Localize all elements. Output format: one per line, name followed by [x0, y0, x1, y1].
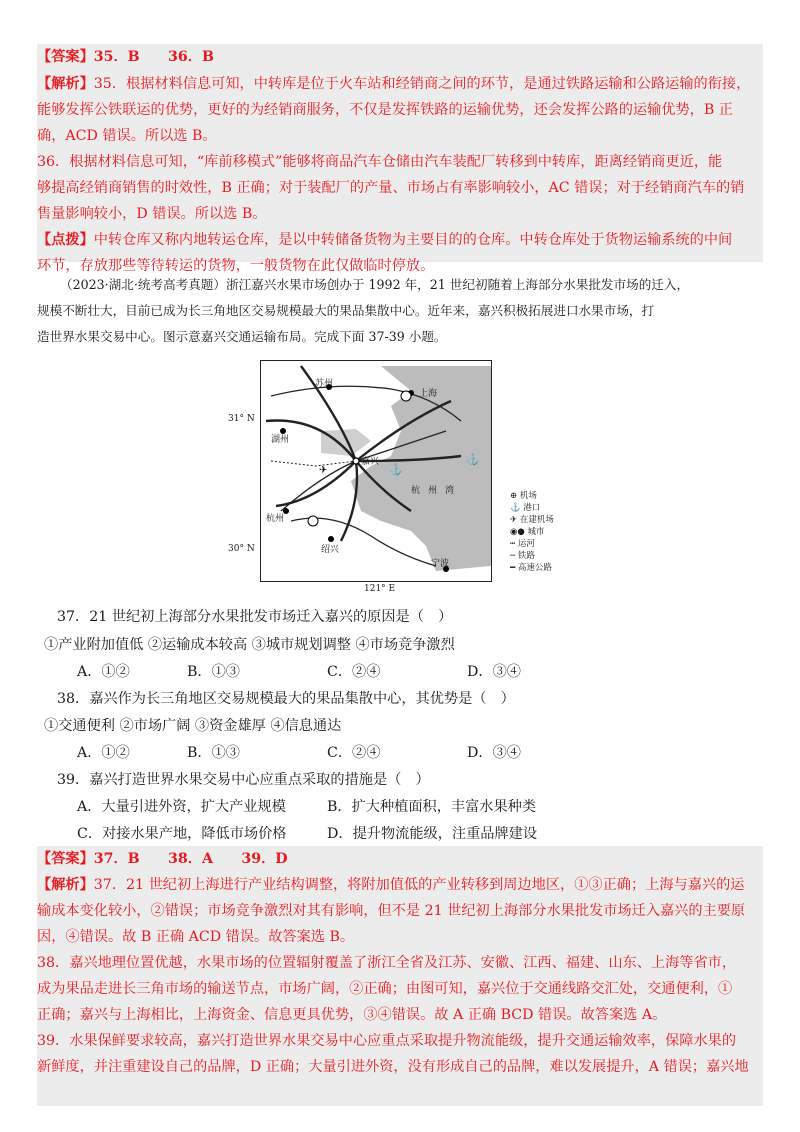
- city-dot-huzhou: [280, 428, 286, 434]
- analysis-38-line2: 成为果品走进长三角市场的输送节点，市场广阔，②正确；由图可知，嘉兴位于交通线路交汇处，交通便利，①: [37, 981, 733, 997]
- analysis-38-line3: 正确；嘉兴与上海相比，上海资金、信息更具优势，③④错误。故 A 正确 BCD 错误。故答案选 A。: [37, 1007, 667, 1023]
- q37-stem: 37．21 世纪初上海部分水果批发市场迁入嘉兴的原因是（ ）: [57, 609, 453, 625]
- map-drawing: [261, 361, 491, 581]
- q39-option-b[interactable]: B．扩大种植面积，丰富水果种类: [327, 799, 537, 815]
- analysis-39-line2: 新鲜度，并注重建设自己的品牌，D 正确；大量引进外资，没有形成自己的品牌，难以发展提升，A 错误；嘉兴地: [37, 1059, 749, 1075]
- q37-items: ①产业附加值低 ②运输成本较高 ③城市规划调整 ④市场竞争激烈: [44, 637, 455, 653]
- map-label-shanghai: 上海: [419, 389, 438, 399]
- analysis-37-line2: 输成本变化较小，②错误；市场竞争激烈对其有影响，但不是 21 世纪初上海部分水果批发市场迁入嘉兴的主要原: [37, 903, 746, 919]
- q38-option-c[interactable]: C．②④: [327, 745, 381, 761]
- analysis-37-line1: 【解析】37．21 世纪初上海进行产业结构调整，将附加值低的产业转移到周边地区，①③正确；上海与嘉兴的运: [37, 877, 745, 893]
- analysis-35-line2: 能够发挥公铁联运的优势，更好的为经销商服务，不仅是发挥铁路的运输优势，还会发挥公路的运输优势，B 正: [37, 102, 733, 118]
- legend-railway: ─ 铁路: [510, 551, 535, 561]
- map-legend: [510, 490, 554, 574]
- map-lat-30: 30° N: [228, 544, 255, 554]
- lake-area: [321, 429, 371, 456]
- legend-highway: ━ 高速公路: [510, 563, 552, 573]
- map-label-suzhou: 苏州: [315, 379, 334, 389]
- q38-items: ①交通便利 ②市场广阔 ③资金雄厚 ④信息通达: [44, 718, 342, 734]
- legend-canal: ┅ 运河: [510, 539, 535, 549]
- airport-icon: [401, 391, 411, 401]
- map-label-huzhou: 湖州: [271, 435, 290, 445]
- airport-icon: [308, 516, 318, 526]
- analysis-35-line3: 确，ACD 错误。所以选 B。: [37, 128, 217, 144]
- section-tag: 【解析】: [37, 76, 94, 92]
- city-dot-jiaxing: [353, 458, 359, 464]
- canal-line: [271, 461, 356, 466]
- analysis-39-line1: 39．水果保鲜要求较高，嘉兴打造世界水果交易中心应重点采取提升物流能级，提升交通运输效率，保障水果的: [37, 1033, 737, 1049]
- q38-option-b[interactable]: B．①③: [187, 745, 240, 761]
- legend-port: ⚓ 港口: [510, 503, 541, 513]
- port-icon: ⚓: [389, 463, 403, 476]
- intro-line3: 造世界水果交易中心。图示意嘉兴交通运输布局。完成下面 37-39 小题。: [37, 329, 447, 344]
- q37-option-c[interactable]: C．②④: [327, 664, 381, 680]
- analysis-35-line1: 【解析】35．根据材料信息可知，中转库是位于火车站和经销商之间的环节，是通过铁路运输和公路运输的衔接，: [37, 76, 751, 92]
- analysis-36-line1: 36．根据材料信息可知，“库前移模式”能够将商品汽车仓储由汽车装配厂转移到中转库，距离经销商更近，能: [37, 154, 723, 170]
- map-label-hangzhou: 杭州: [266, 514, 285, 524]
- map-label-jiaxing: 嘉兴: [361, 457, 380, 467]
- q39-stem: 39．嘉兴打造世界水果交易中心应重点采取的措施是（ ）: [57, 772, 430, 788]
- legend-city: ◉● 城市: [510, 527, 545, 537]
- q39-option-c[interactable]: C．对接水果产地，降低市场价格: [77, 826, 287, 842]
- answer-37-39: 【答案】37．B 38．A 39．D: [37, 851, 288, 867]
- city-dot-shaoxing: [328, 536, 334, 542]
- port-icon: ⚓: [466, 453, 480, 466]
- map-label-ningbo: 宁波: [431, 559, 450, 569]
- analysis-36-line3: 售量影响较小，D 错误。所以选 B。: [37, 206, 267, 222]
- legend-building-airport: ✈ 在建机场: [510, 515, 554, 525]
- legend-airport: ⊕ 机场: [510, 491, 537, 501]
- map-label-shaoxing: 绍兴: [321, 545, 340, 555]
- q38-option-d[interactable]: D．③④: [467, 745, 521, 761]
- building-airport-icon: ✈: [319, 465, 328, 476]
- section-tag: 【解析】: [37, 877, 94, 893]
- q38-option-a[interactable]: A．①②: [77, 745, 130, 761]
- analysis-38-line1: 38．嘉兴地理位置优越，水果市场的位置辐射覆盖了浙江全省及江苏、安徽、江西、福建、山东、上海等省市，: [37, 955, 737, 971]
- intro-line2: 规模不断壮大，目前已成为长三角地区交易规模最大的果品集散中心。近年来，嘉兴积极拓展进口水果市场，打: [37, 303, 655, 318]
- section-tag: 【点拨】: [37, 232, 94, 248]
- analysis-36-line2: 够提高经销商销售的时效性，B 正确；对于装配厂的产量、市场占有率影响较小，AC 错误；对于经销商汽车的销: [37, 180, 745, 196]
- answer-35-36: 【答案】35．B 36．B: [37, 49, 214, 65]
- map-lat-31: 31° N: [228, 414, 255, 424]
- map-lon-121: 121° E: [364, 584, 396, 594]
- map-label-hangzhou-bay: 杭州湾: [411, 486, 463, 496]
- intro-line1: （2023·湖北·统考高考真题）浙江嘉兴水果市场创办于 1992 年，21 世纪初随着上海部分水果批发市场的迁入，: [60, 277, 690, 292]
- jiaxing-transport-map: [260, 360, 492, 582]
- q37-option-a[interactable]: A．①②: [77, 664, 130, 680]
- q38-stem: 38．嘉兴作为长三角地区交易规模最大的果品集散中心，其优势是（ ）: [57, 691, 515, 707]
- q39-option-d[interactable]: D．提升物流能级，注重品牌建设: [327, 826, 538, 842]
- tip-line2: 环节，存放那些等待转运的货物，一般货物在此仅做临时停放。: [37, 258, 435, 274]
- tip-line1: 【点拨】中转仓库又称内地转运仓库，是以中转储备货物为主要目的的仓库。中转仓库处于货物运输系统的中间: [37, 232, 733, 248]
- q39-option-a[interactable]: A．大量引进外资，扩大产业规模: [77, 799, 286, 815]
- q37-option-b[interactable]: B．①③: [187, 664, 240, 680]
- analysis-37-line3: 因，④错误。故 B 正确 ACD 错误。故答案选 B。: [37, 929, 355, 945]
- q37-option-d[interactable]: D．③④: [467, 664, 521, 680]
